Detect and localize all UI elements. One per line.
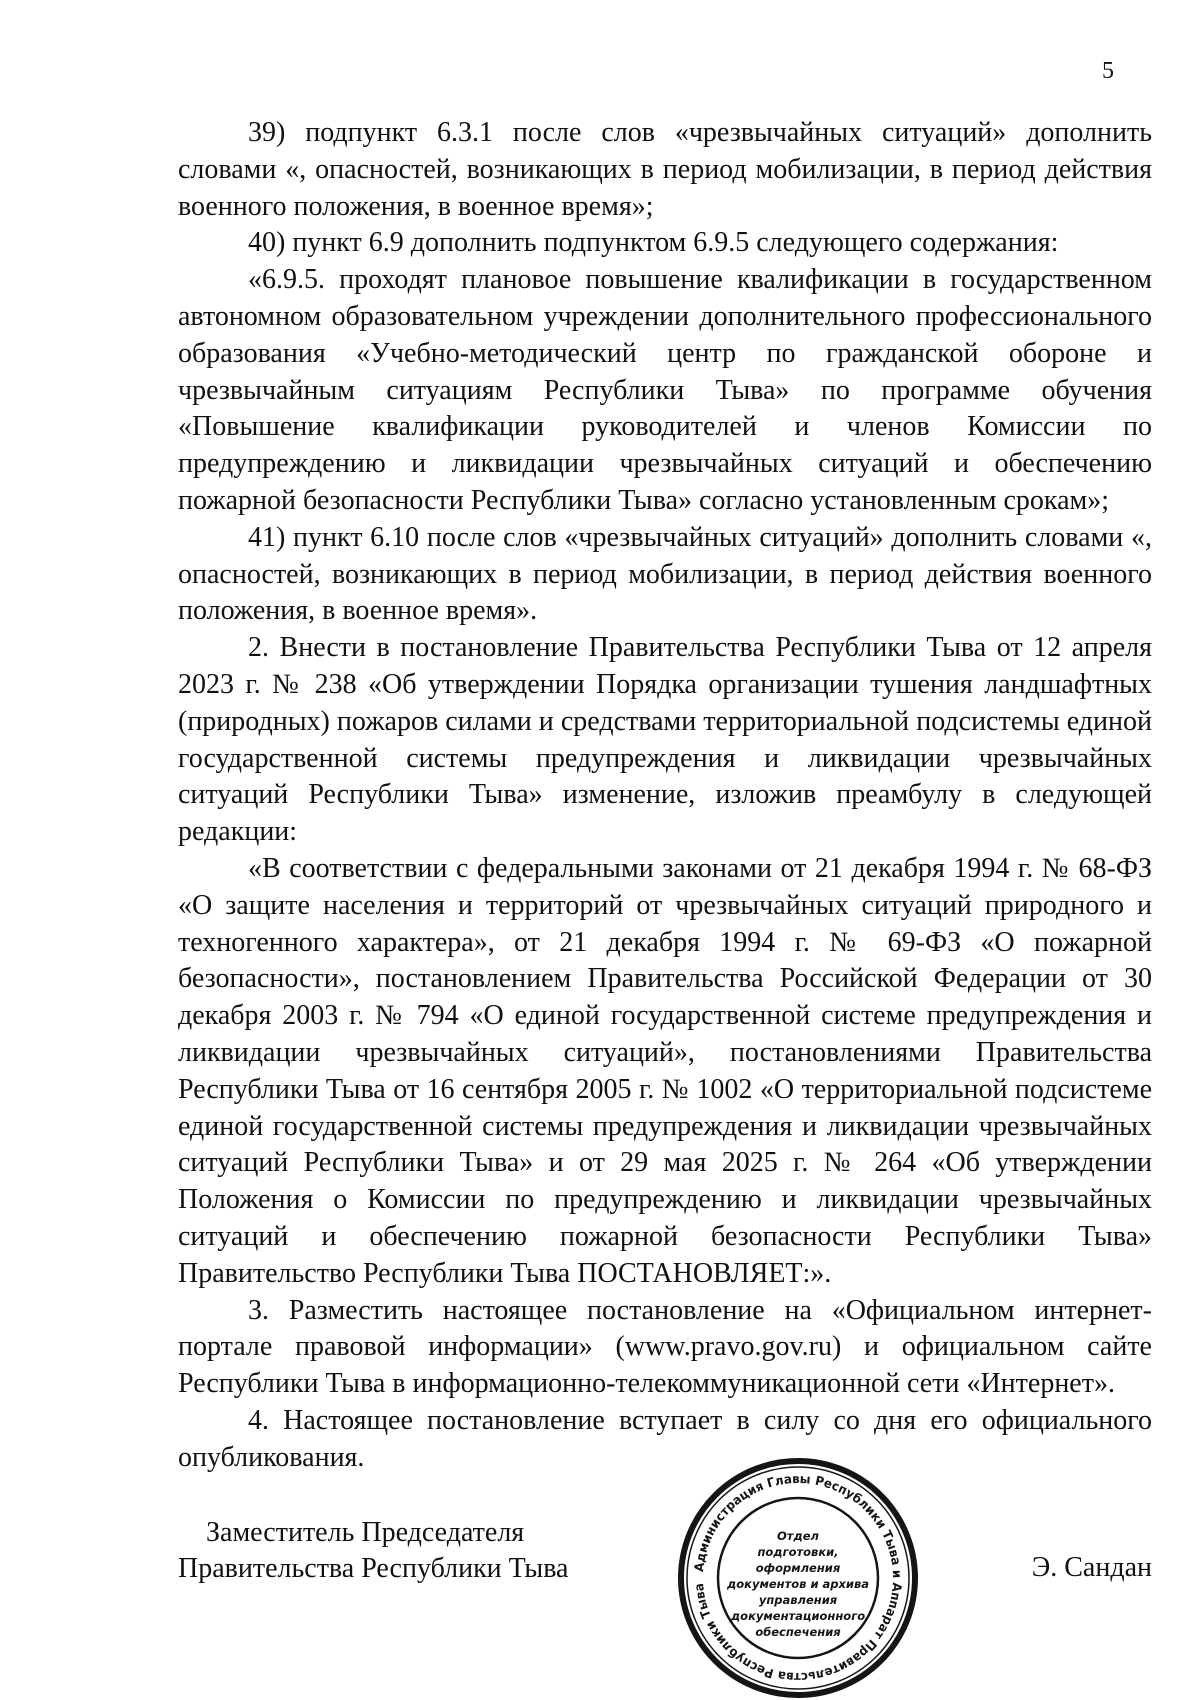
seal-center-line-2: подготовки, — [757, 1545, 839, 1559]
signatory-position-line-1: Заместитель Председателя — [206, 1517, 525, 1548]
paragraph-section-3: 3. Разместить настоящее постановление на «Официальном интернет-портале правовой информации» (www.pravo.gov.ru) и официальном сайте Республики Тыва в информационно-телекоммуникационной сети «Интернет». — [178, 1294, 1152, 1400]
paragraph-item-40: 40) пункт 6.9 дополнить подпунктом 6.9.5 следующего содержания: — [248, 227, 1059, 259]
paragraph-section-2: 2. Внести в постановление Правительства Республики Тыва от 12 апреля 2023 г. № 238 «Об утверждении Порядка организации тушения ландшафтных (природных) пожаров силами и средствами территориальной подсистемы единой государственной системы предупреждения и ликвидации чрезвычайных ситуаций Республики Тыва» изменение, изложив преамбулу в следующей редакции: — [178, 632, 1152, 848]
seal-center-line-1: Отдел — [777, 1529, 819, 1543]
paragraph-section-4: 4. Настоящее постановление вступает в силу со дня его официального опубликования. — [178, 1404, 1152, 1473]
paragraph-item-41: 41) пункт 6.10 после слов «чрезвычайных ситуаций» дополнить словами «, опасностей, возникающих в период мобилизации, в период действия военного положения, в военное время». — [178, 521, 1152, 627]
official-seal — [676, 1456, 920, 1700]
signatory-position-line-2: Правительства Республики Тыва — [178, 1553, 569, 1584]
seal-ring-text: Администрация Главы Республики Тыва и Аппарат Правительства Республики Тыва — [691, 1470, 906, 1686]
seal-center-line-4: документов и архива — [726, 1577, 870, 1591]
paragraph-preamble-quote: «В соответствии с федеральными законами от 21 декабря 1994 г. № 68-ФЗ «О защите населения и территорий от чрезвычайных ситуаций природного и техногенного характера», от 21 декабря 1994 г. № 69-ФЗ «О пожарной безопасности», постановлением Правительства Российской Федерации от 30 декабря 2003 г. № 794 «О единой государственной системе предупреждения и ликвидации чрезвычайных ситуаций», постановлениями Правительства Республики Тыва от 16 сентября 2005 г. № 1002 «О территориальной подсистеме единой государственной системы предупреждения и ликвидации чрезвычайных ситуаций Республики Тыва» и от 29 мая 2025 г. № 264 «Об утверждении Положения о Комиссии по предупреждению и ликвидации чрезвычайных ситуаций и обеспечению пожарной безопасности Республики Тыва» Правительство Республики Тыва ПОСТАНОВЛЯЕТ:». — [178, 852, 1152, 1289]
signatory-position — [178, 1515, 568, 1587]
seal-center-line-5: управления — [758, 1593, 838, 1607]
document-body — [178, 115, 1152, 1476]
signatory-name: Э. Сандан — [1031, 1552, 1152, 1583]
page-number: 5 — [1102, 58, 1114, 84]
paragraph-quote-6-9-5: «6.9.5. проходят плановое повышение квалификации в государственном автономном образовательном учреждении дополнительного профессионального образования «Учебно-методический центр по гражданской обороне и чрезвычайным ситуациям Республики Тыва» по программе обучения «Повышение квалификации руководителей и членов Комиссии по предупреждению и ликвидации чрезвычайных ситуаций и обеспечению пожарной безопасности Республики Тыва» согласно установленным срокам»; — [178, 264, 1152, 516]
seal-center-line-7: обеспечения — [755, 1625, 841, 1639]
seal-center-line-3: оформления — [755, 1561, 841, 1575]
seal-center-line-6: документационного — [730, 1609, 866, 1623]
paragraph-item-39: 39) подпункт 6.3.1 после слов «чрезвычайных ситуаций» дополнить словами «, опасностей, возникающих в период мобилизации, в период действия военного положения, в военное время»; — [178, 117, 1152, 222]
